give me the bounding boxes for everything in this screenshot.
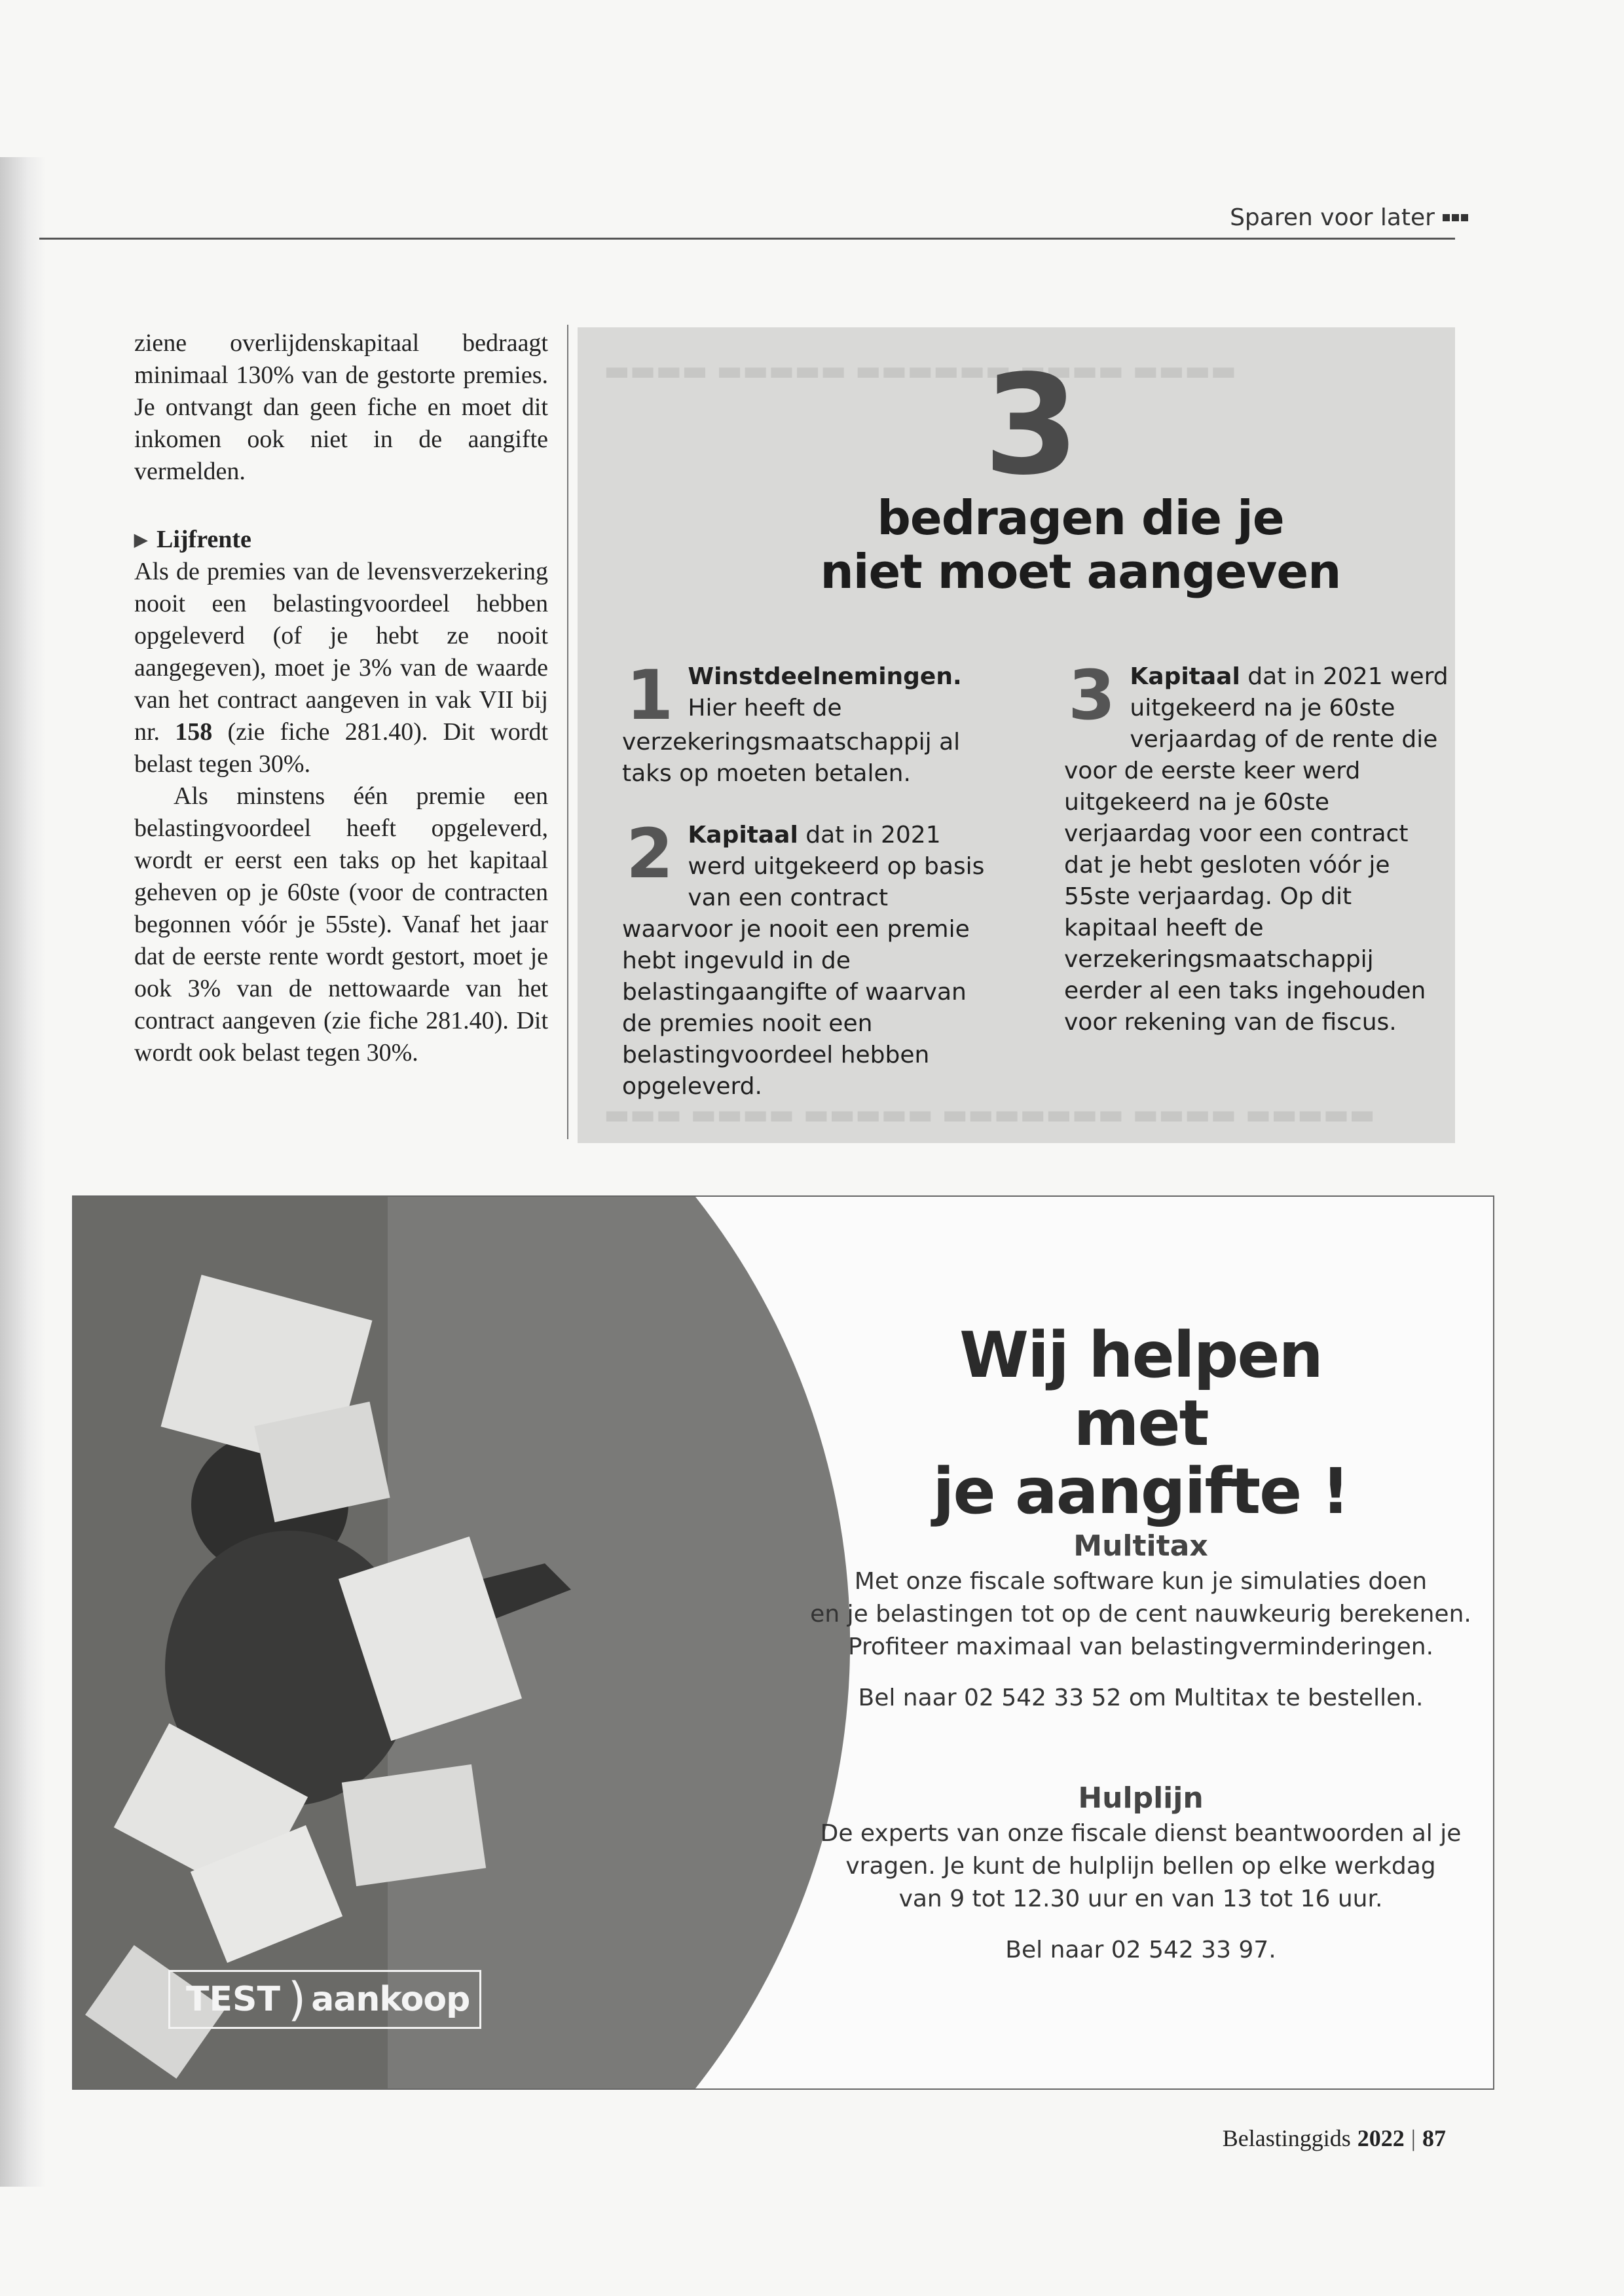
paragraph-2: [134, 556, 548, 780]
subheading-label: Lijfrente: [157, 526, 251, 553]
paragraph-2-text-b: (zie fiche 281.40). Dit wordt belast tegen 30%.: [134, 718, 548, 778]
item-text: Hier heeft de verzekeringsmaatschappij al taks op moeten betalen.: [622, 695, 961, 787]
logo-test: TEST: [186, 1980, 280, 2019]
test-aankoop-logo: [168, 1970, 481, 2029]
item-text: dat in 2021 werd uitgekeerd na je 60ste verjaardag of de rente die voor de eerste keer werd uitgekeerd na je 60ste verjaardag voor een contract dat je hebt gesloten vóór je 55ste verjaardag. Op dit kapitaal heeft de verzekeringsmaatschappij eerder al een taks ingehouden voor rekening van de fiscus.: [1064, 663, 1449, 1036]
hulplijn-text-2: vragen. Je kunt de hulplijn bellen op elke werkdag: [845, 1853, 1436, 1880]
infobox-item-2: [622, 814, 989, 1102]
footer-separator: |: [1411, 2125, 1416, 2151]
multitax-phone: Bel naar 02 542 33 52 om Multitax te bestellen.: [858, 1685, 1424, 1711]
photo-person-with-papers: [73, 1197, 885, 2088]
multitax-section: [794, 1527, 1488, 1715]
paragraph-2-text-a: Als de premies van de levensverzekering nooit een belastingvoordeel hebben opgeleverd (of je hebt ze nooit aangegeven), moet je 3% van de waarde van het contract aangeven in vak VII bij nr.: [134, 558, 548, 746]
infobox-title-line-1: bedragen die je: [877, 490, 1284, 545]
show-through-text: ▬▬▬ ▬▬▬▬ ▬▬▬▬▬ ▬▬▬▬▬▬▬ ▬▬▬▬ ▬▬▬▬▬: [604, 1098, 1375, 1130]
hulplijn-heading: Hulplijn: [1078, 1781, 1204, 1815]
infobox-item-3: [1064, 655, 1450, 1038]
left-column: [134, 327, 548, 1069]
multitax-heading: Multitax: [1073, 1529, 1208, 1563]
multitax-text-3: Profiteer maximaal van belastingverminderingen.: [847, 1633, 1434, 1660]
section-title: Sparen voor later: [1230, 204, 1435, 231]
column-divider: [567, 325, 568, 1139]
multitax-text-1: Met onze fiscale software kun je simulaties doen: [854, 1568, 1428, 1595]
big-number: 3: [984, 345, 1080, 505]
ad-title: [892, 1319, 1390, 1528]
item-number: 1: [626, 655, 674, 735]
item-highlight: Winstdeelnemingen.: [688, 663, 962, 690]
advertisement: [72, 1195, 1494, 2090]
logo-paren-icon: ): [287, 1973, 306, 2026]
item-highlight: Kapitaal: [688, 822, 798, 848]
paragraph-3: Als minstens één premie een belastingvoordeel heeft opgeleverd, wordt er eerst een taks op het kapitaal geheven op je 60ste (voor de contracten begonnen vóór je 55ste). Vanaf het jaar dat de eerste rente wordt gestort, moet je ook 3% van de nettowaarde van het contract aangeven (zie fiche 281.40). Dit wordt ook belast tegen 30%.: [134, 782, 548, 1066]
hulplijn-text-3: van 9 tot 12.30 uur en van 13 tot 16 uur.: [898, 1886, 1383, 1912]
page-number: 87: [1422, 2125, 1446, 2151]
logo-aankoop: aankoop: [311, 1980, 470, 2019]
scan-shadow: [0, 157, 46, 2187]
paragraph-1: ziene overlijdenskapitaal bedraagt minimaal 130% van de gestorte premies. Je ontvangt dan geen fiche en moet dit inkomen ook niet in de aangifte vermelden.: [134, 329, 548, 485]
footer-title: Belastinggids: [1222, 2125, 1351, 2151]
item-number: 2: [626, 814, 674, 894]
hulplijn-text-1: De experts van onze fiscale dienst beantwoorden al je: [820, 1820, 1462, 1847]
header-squares-icon: [1443, 214, 1468, 221]
vak-number: 158: [175, 718, 213, 746]
item-text: dat in 2021 werd uitgekeerd op basis van een contract waarvoor je nooit een premie hebt ingevuld in de belastingaangifte of waarvan de premies nooit een belastingvoordeel hebben opgeleverd.: [622, 822, 985, 1100]
triangle-bullet-icon: ▶: [134, 530, 147, 549]
infobox-title: [714, 491, 1447, 598]
page-footer: [1223, 2124, 1446, 2152]
multitax-text-2: en je belastingen tot op de cent nauwkeurig berekenen.: [810, 1601, 1471, 1628]
item-highlight: Kapitaal: [1130, 663, 1240, 690]
item-number: 3: [1068, 655, 1116, 735]
header-rule: [39, 238, 1455, 240]
infobox-item-1: [622, 655, 989, 790]
running-header: [1230, 204, 1468, 231]
ad-title-line-1: Wij helpen met: [959, 1319, 1322, 1460]
subheading-lijfrente: [134, 524, 548, 556]
hulplijn-phone: Bel naar 02 542 33 97.: [1005, 1937, 1276, 1963]
ad-title-line-2: je aangifte !: [932, 1455, 1349, 1528]
footer-year: 2022: [1357, 2125, 1405, 2151]
hulplijn-section: [794, 1779, 1488, 1967]
show-through-text: ▬▬▬▬ ▬▬▬▬▬ ▬▬▬▬▬▬ ▬▬▬▬ ▬▬▬▬: [604, 354, 1237, 386]
infobox-title-line-2: niet moet aangeven: [820, 544, 1341, 599]
